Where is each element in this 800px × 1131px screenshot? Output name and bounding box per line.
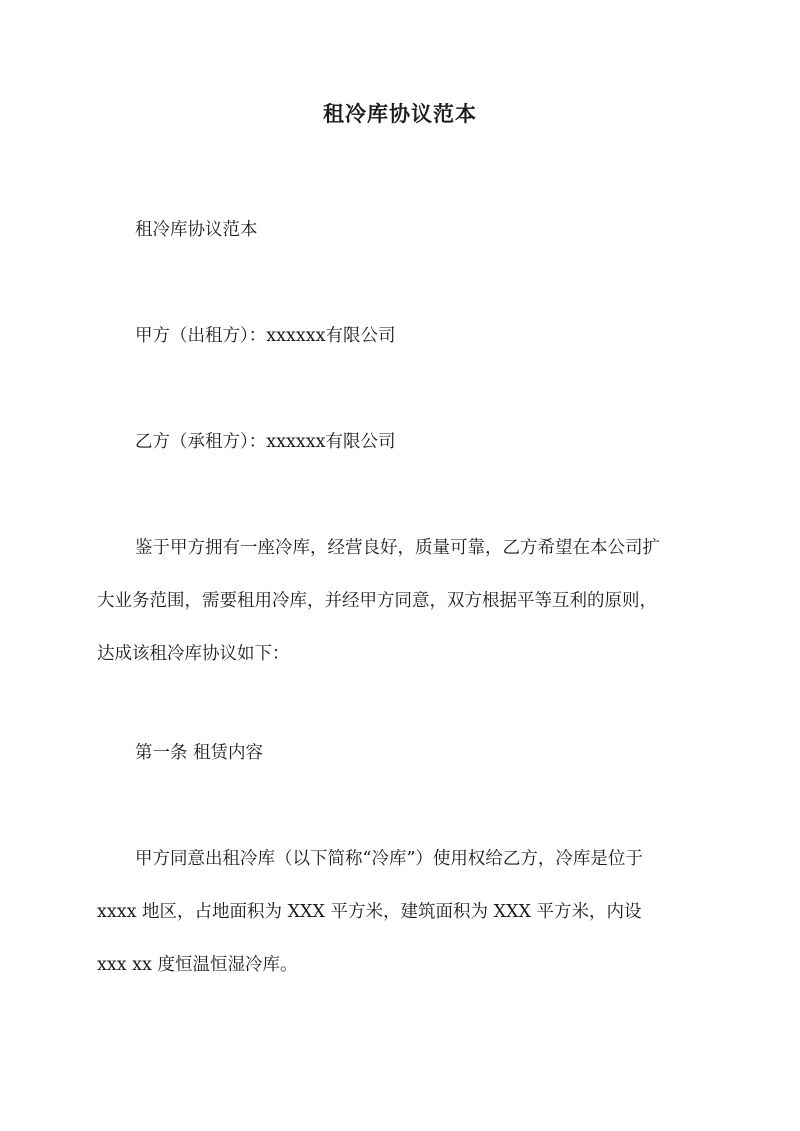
- article-1-line-1: 甲方同意出租冷库（以下简称“冷库”）使用权给乙方，冷库是位于: [135, 849, 643, 869]
- party-b-text: 乙方（承租方）：xxxxxx有限公司: [135, 432, 396, 452]
- article-1-body: [97, 845, 707, 979]
- article-1-heading-text: 第一条 租赁内容: [135, 743, 264, 763]
- subtitle-line: 租冷库协议范本: [135, 220, 258, 240]
- preamble-line-1: 鉴于甲方拥有一座冷库，经营良好，质量可靠，乙方希望在本公司扩: [135, 538, 660, 558]
- article-1-line-2: xxxx 地区，占地面积为 XXX 平方米，建筑面积为 XXX 平方米，内设: [97, 902, 642, 922]
- party-a-text: 甲方（出租方）：xxxxxx有限公司: [135, 326, 396, 346]
- document-title: 租冷库协议范本: [323, 101, 477, 126]
- preamble-paragraph: [97, 534, 707, 668]
- party-b-line: [97, 428, 745, 456]
- document-subtitle: [97, 216, 745, 244]
- article-1-heading: [97, 739, 745, 767]
- preamble-line-2: 大业务范围，需要租用冷库，并经甲方同意，双方根据平等互利的原则，: [97, 591, 657, 611]
- party-a-line: [97, 322, 745, 350]
- preamble-line-3: 达成该租冷库协议如下：: [97, 644, 290, 664]
- article-1-line-3: xxx xx 度恒温恒湿冷库。: [97, 955, 298, 975]
